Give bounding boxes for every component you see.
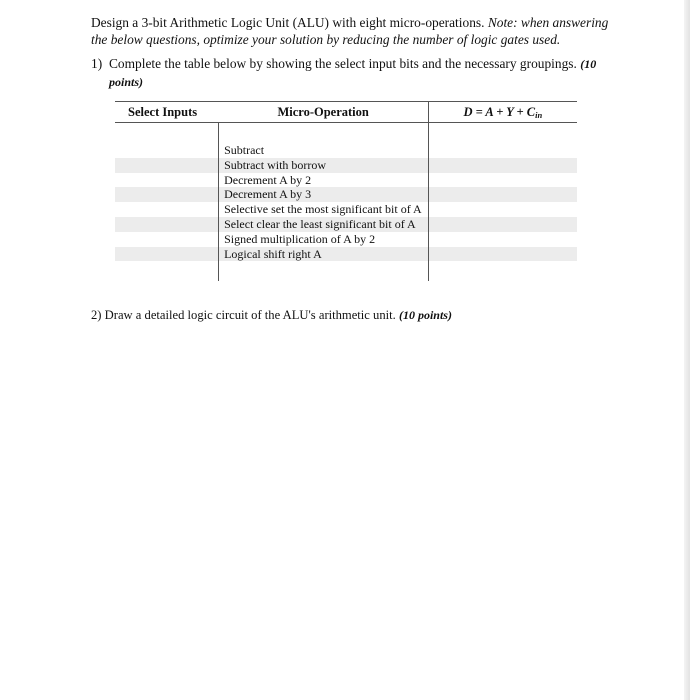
- table-spacer-row: [115, 123, 577, 144]
- question-1-points: (10 points): [109, 57, 597, 89]
- select-inputs-header: Select Inputs: [115, 102, 219, 123]
- micro-operation-cell: Decrement A by 2: [219, 173, 429, 188]
- formula-cell[interactable]: [428, 158, 577, 173]
- select-input-cell[interactable]: [115, 247, 219, 262]
- formula-cell[interactable]: [428, 232, 577, 247]
- question-2-text: Draw a detailed logic circuit of the ALU's arithmetic unit.: [104, 308, 396, 322]
- question-2-number: 2): [91, 308, 102, 322]
- formula-cell[interactable]: [428, 202, 577, 217]
- page-edge-shadow: [684, 0, 690, 700]
- problem-intro: [91, 14, 611, 48]
- table-row: [115, 217, 577, 232]
- micro-operation-cell: Logical shift right A: [219, 247, 429, 262]
- micro-operation-cell: Subtract: [219, 143, 429, 158]
- table-row: [115, 158, 577, 173]
- table-row: [115, 232, 577, 247]
- table-row: [115, 202, 577, 217]
- formula-cell[interactable]: [428, 187, 577, 202]
- formula-cell[interactable]: [428, 247, 577, 262]
- formula-header: [428, 102, 577, 123]
- select-input-cell[interactable]: [115, 232, 219, 247]
- micro-operation-cell: Selective set the most significant bit of A: [219, 202, 429, 217]
- intro-note: Note: when answering the below questions, optimize your solution by reducing the number of logic gates used.: [91, 15, 609, 47]
- micro-operation-cell: Decrement A by 3: [219, 187, 429, 202]
- question-2-points: (10 points): [398, 308, 452, 322]
- micro-operation-cell: Subtract with borrow: [219, 158, 429, 173]
- select-input-cell[interactable]: [115, 158, 219, 173]
- micro-operation-table: [115, 101, 577, 281]
- formula-cell[interactable]: [428, 143, 577, 158]
- formula-cell[interactable]: [428, 173, 577, 188]
- select-input-cell[interactable]: [115, 187, 219, 202]
- formula-subscript: in: [535, 109, 543, 120]
- table-row: [115, 173, 577, 188]
- formula-main: D = A + Y + C: [463, 104, 536, 119]
- table-row: [115, 247, 577, 262]
- select-input-cell[interactable]: [115, 202, 219, 217]
- select-input-cell[interactable]: [115, 143, 219, 158]
- table-end-row: [115, 261, 577, 281]
- table-row: [115, 187, 577, 202]
- micro-operation-cell: Signed multiplication of A by 2: [219, 232, 429, 247]
- question-1-number: 1): [91, 56, 103, 71]
- formula-cell[interactable]: [428, 217, 577, 232]
- select-input-cell[interactable]: [115, 217, 219, 232]
- micro-operation-header: Micro-Operation: [219, 102, 429, 123]
- table-row: [115, 143, 577, 158]
- question-1-text: Complete the table below by showing the select input bits and the necessary groupings.: [109, 56, 577, 71]
- question-2: [91, 307, 611, 324]
- intro-text: Design a 3-bit Arithmetic Logic Unit (ALU) with eight micro-operations.: [91, 15, 485, 30]
- micro-operation-cell: Select clear the least significant bit of A: [219, 217, 429, 232]
- select-input-cell[interactable]: [115, 173, 219, 188]
